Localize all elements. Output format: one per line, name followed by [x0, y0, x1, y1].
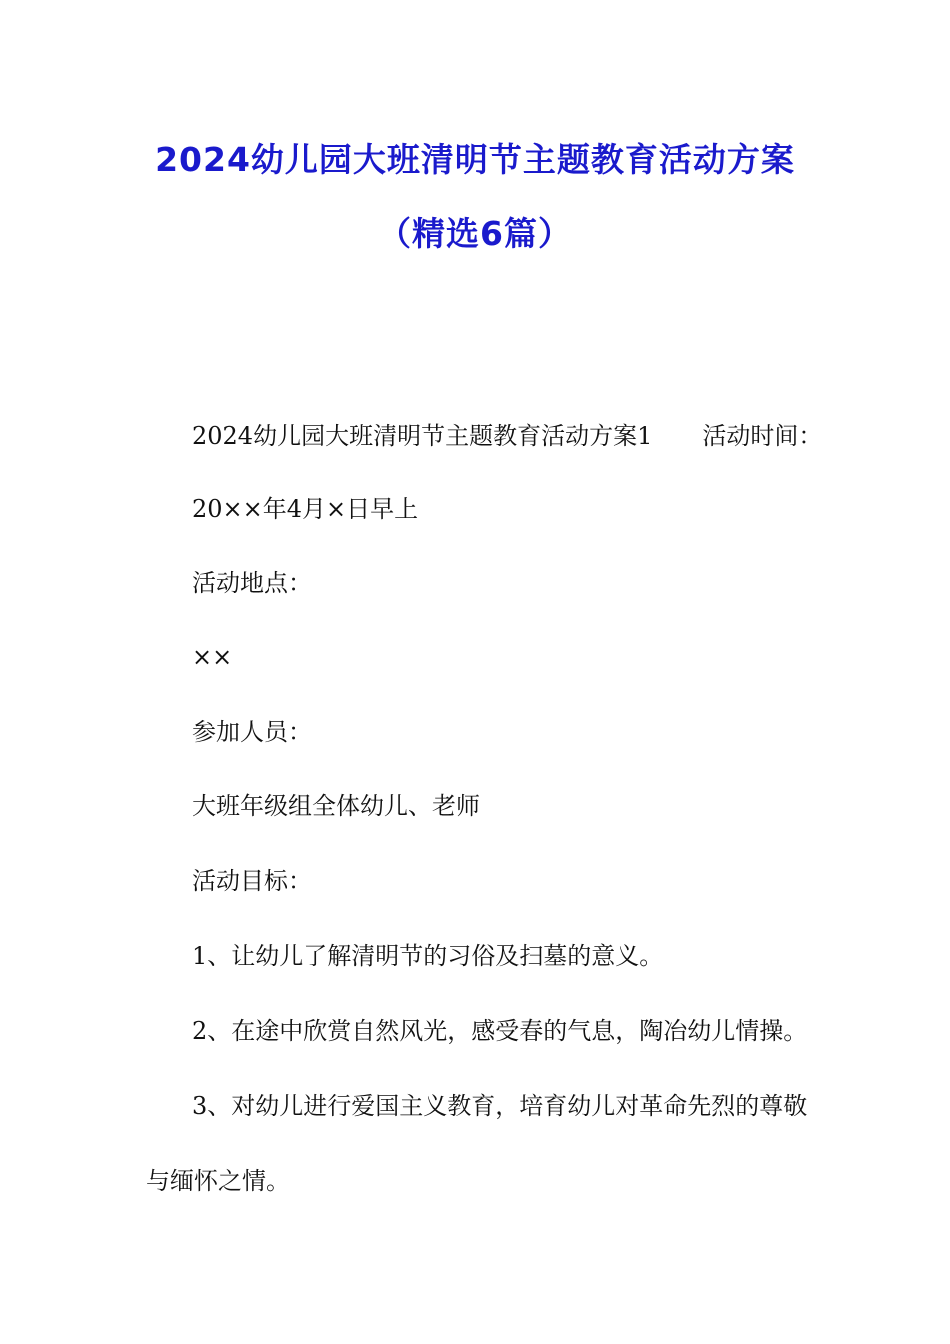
place-value: ××: [192, 643, 233, 671]
people-value: 大班年级组全体幼儿、老师: [192, 792, 480, 820]
goal-item-2: 2、在途中欣赏自然风光，感受春的气息，陶冶幼儿情操。: [192, 1017, 808, 1045]
people-label: 参加人员：: [192, 718, 312, 746]
plan-heading-paragraph: [192, 420, 822, 452]
goal-item-3-line-1: 3、对幼儿进行爱国主义教育，培育幼儿对革命先烈的尊敬: [192, 1092, 808, 1120]
goal-item-3-line-2: 与缅怀之情。: [146, 1167, 290, 1195]
goal-label: 活动目标：: [192, 867, 312, 895]
plan-heading: 2024幼儿园大班清明节主题教育活动方案1: [192, 422, 653, 450]
document-title-line-2: （精选6篇）: [378, 214, 572, 253]
time-label: 活动时间：: [702, 422, 823, 450]
goal-item-1: 1、让幼儿了解清明节的习俗及扫墓的意义。: [192, 942, 664, 970]
time-value: 20××年4月×日早上: [192, 495, 419, 523]
document-title-line-1: 2024幼儿园大班清明节主题教育活动方案: [155, 140, 795, 179]
place-label: 活动地点：: [192, 569, 312, 597]
